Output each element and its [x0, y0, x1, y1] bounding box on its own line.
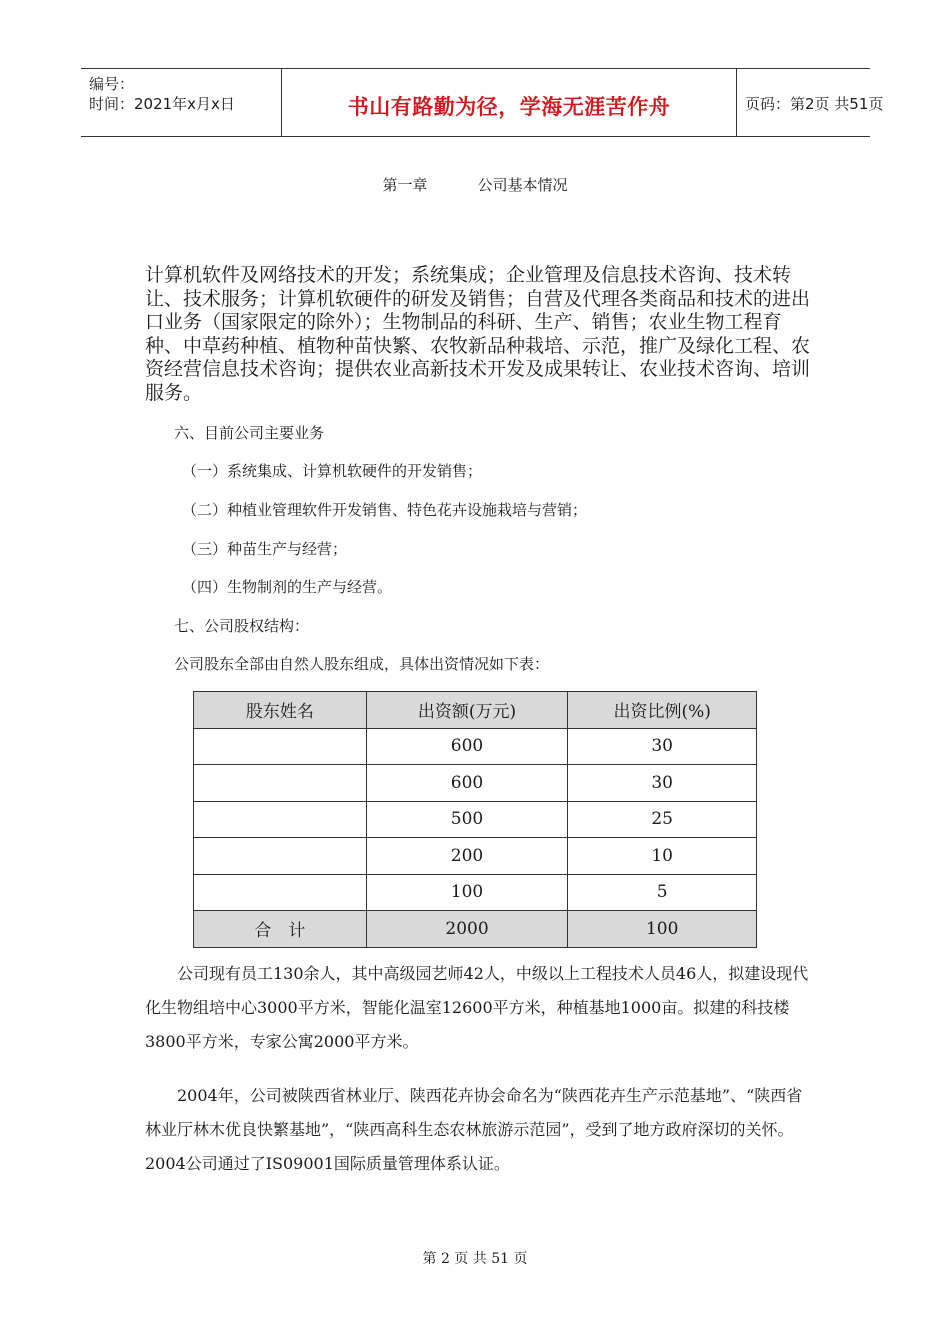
header-shareholder-name: 股东姓名	[194, 692, 367, 729]
table-header-row	[194, 692, 757, 729]
table-row	[194, 874, 757, 911]
header-capital-amount: 出资额(万元)	[366, 692, 568, 729]
total-label-cell: 合 计	[194, 911, 367, 948]
capital-ratio-cell: 5	[568, 874, 757, 911]
page-header	[81, 68, 884, 137]
table-row	[194, 728, 757, 765]
header-page-info: 页码：第2页 共51页	[745, 95, 884, 113]
table-row	[194, 801, 757, 838]
page-footer: 第 2 页 共 51 页	[422, 1251, 528, 1267]
business-item-2: （二）种植业管理软件开发销售、特色花卉设施栽培与营销；	[182, 501, 588, 519]
capital-amount-cell: 500	[366, 801, 568, 838]
capital-amount-cell: 200	[366, 838, 568, 875]
capital-amount-cell: 600	[366, 765, 568, 802]
shareholder-name-cell	[194, 838, 367, 875]
table-row	[194, 765, 757, 802]
document-number-label: 编号：	[89, 75, 135, 93]
header-page-cell	[736, 69, 884, 136]
header-capital-ratio: 出资比例(%)	[568, 692, 757, 729]
business-item-4: （四）生物制剂的生产与经营。	[182, 578, 393, 596]
document-date-label: 时间：2021年x月x日	[89, 95, 235, 113]
header-motto-cell	[281, 69, 737, 136]
chapter-heading	[0, 174, 950, 195]
table-total-row	[194, 911, 757, 948]
business-item-3: （三）种苗生产与经营；	[182, 540, 348, 558]
section7-intro: 公司股东全部由自然人股东组成，具体出资情况如下表：	[174, 655, 550, 673]
capital-amount-cell: 600	[366, 728, 568, 765]
capital-ratio-cell: 10	[568, 838, 757, 875]
table-row	[194, 838, 757, 875]
honors-certification-paragraph: 2004年，公司被陕西省林业厅、陕西花卉协会命名为“陕西花卉生产示范基地”、“陕西省林业厅林木优良快繁基地”，“陕西高科生态农林旅游示范园”，受到了地方政府深切的关怀。2004公司通过了IS09001国际质量管理体系认证。	[145, 1086, 803, 1173]
shareholder-name-cell	[194, 874, 367, 911]
shareholder-name-cell	[194, 801, 367, 838]
section7-heading: 七、公司股权结构：	[174, 617, 310, 635]
capital-amount-cell: 100	[366, 874, 568, 911]
shareholder-name-cell	[194, 728, 367, 765]
business-item-1: （一）系统集成、计算机软硬件的开发销售；	[182, 462, 483, 480]
header-motto: 书山有路勤为径，学海无涯苦作舟	[347, 95, 671, 119]
header-meta-cell	[81, 69, 281, 136]
equity-table	[193, 691, 757, 948]
capital-ratio-cell: 30	[568, 728, 757, 765]
business-scope-paragraph: 计算机软件及网络技术的开发；系统集成；企业管理及信息技术咨询、技术转让、技术服务；计算机软硬件的研发及销售；自营及代理各类商品和技术的进出口业务（国家限定的除外）；生物制品的科研、生产、销售；农业生物工程育种、中草药种植、植物种苗快繁、农牧新品种栽培、示范，推广及绿化工程、农资经营信息技术咨询；提供农业高新技术开发及成果转让、农业技术咨询、培训服务。	[145, 264, 811, 404]
chapter-title: 公司基本情况	[477, 176, 568, 194]
section6-heading: 六、目前公司主要业务	[174, 424, 325, 442]
total-amount-cell: 2000	[366, 911, 568, 948]
shareholder-name-cell	[194, 765, 367, 802]
staff-facilities-paragraph: 公司现有员工130余人，其中高级园艺师42人，中级以上工程技术人员46人，拟建设现代化生物组培中心3000平方米，智能化温室12600平方米，种植基地1000亩。拟建的科技楼3800平方米，专家公寓2000平方米。	[145, 964, 809, 1051]
capital-ratio-cell: 25	[568, 801, 757, 838]
total-ratio-cell: 100	[568, 911, 757, 948]
capital-ratio-cell: 30	[568, 765, 757, 802]
chapter-number: 第一章	[382, 176, 428, 194]
